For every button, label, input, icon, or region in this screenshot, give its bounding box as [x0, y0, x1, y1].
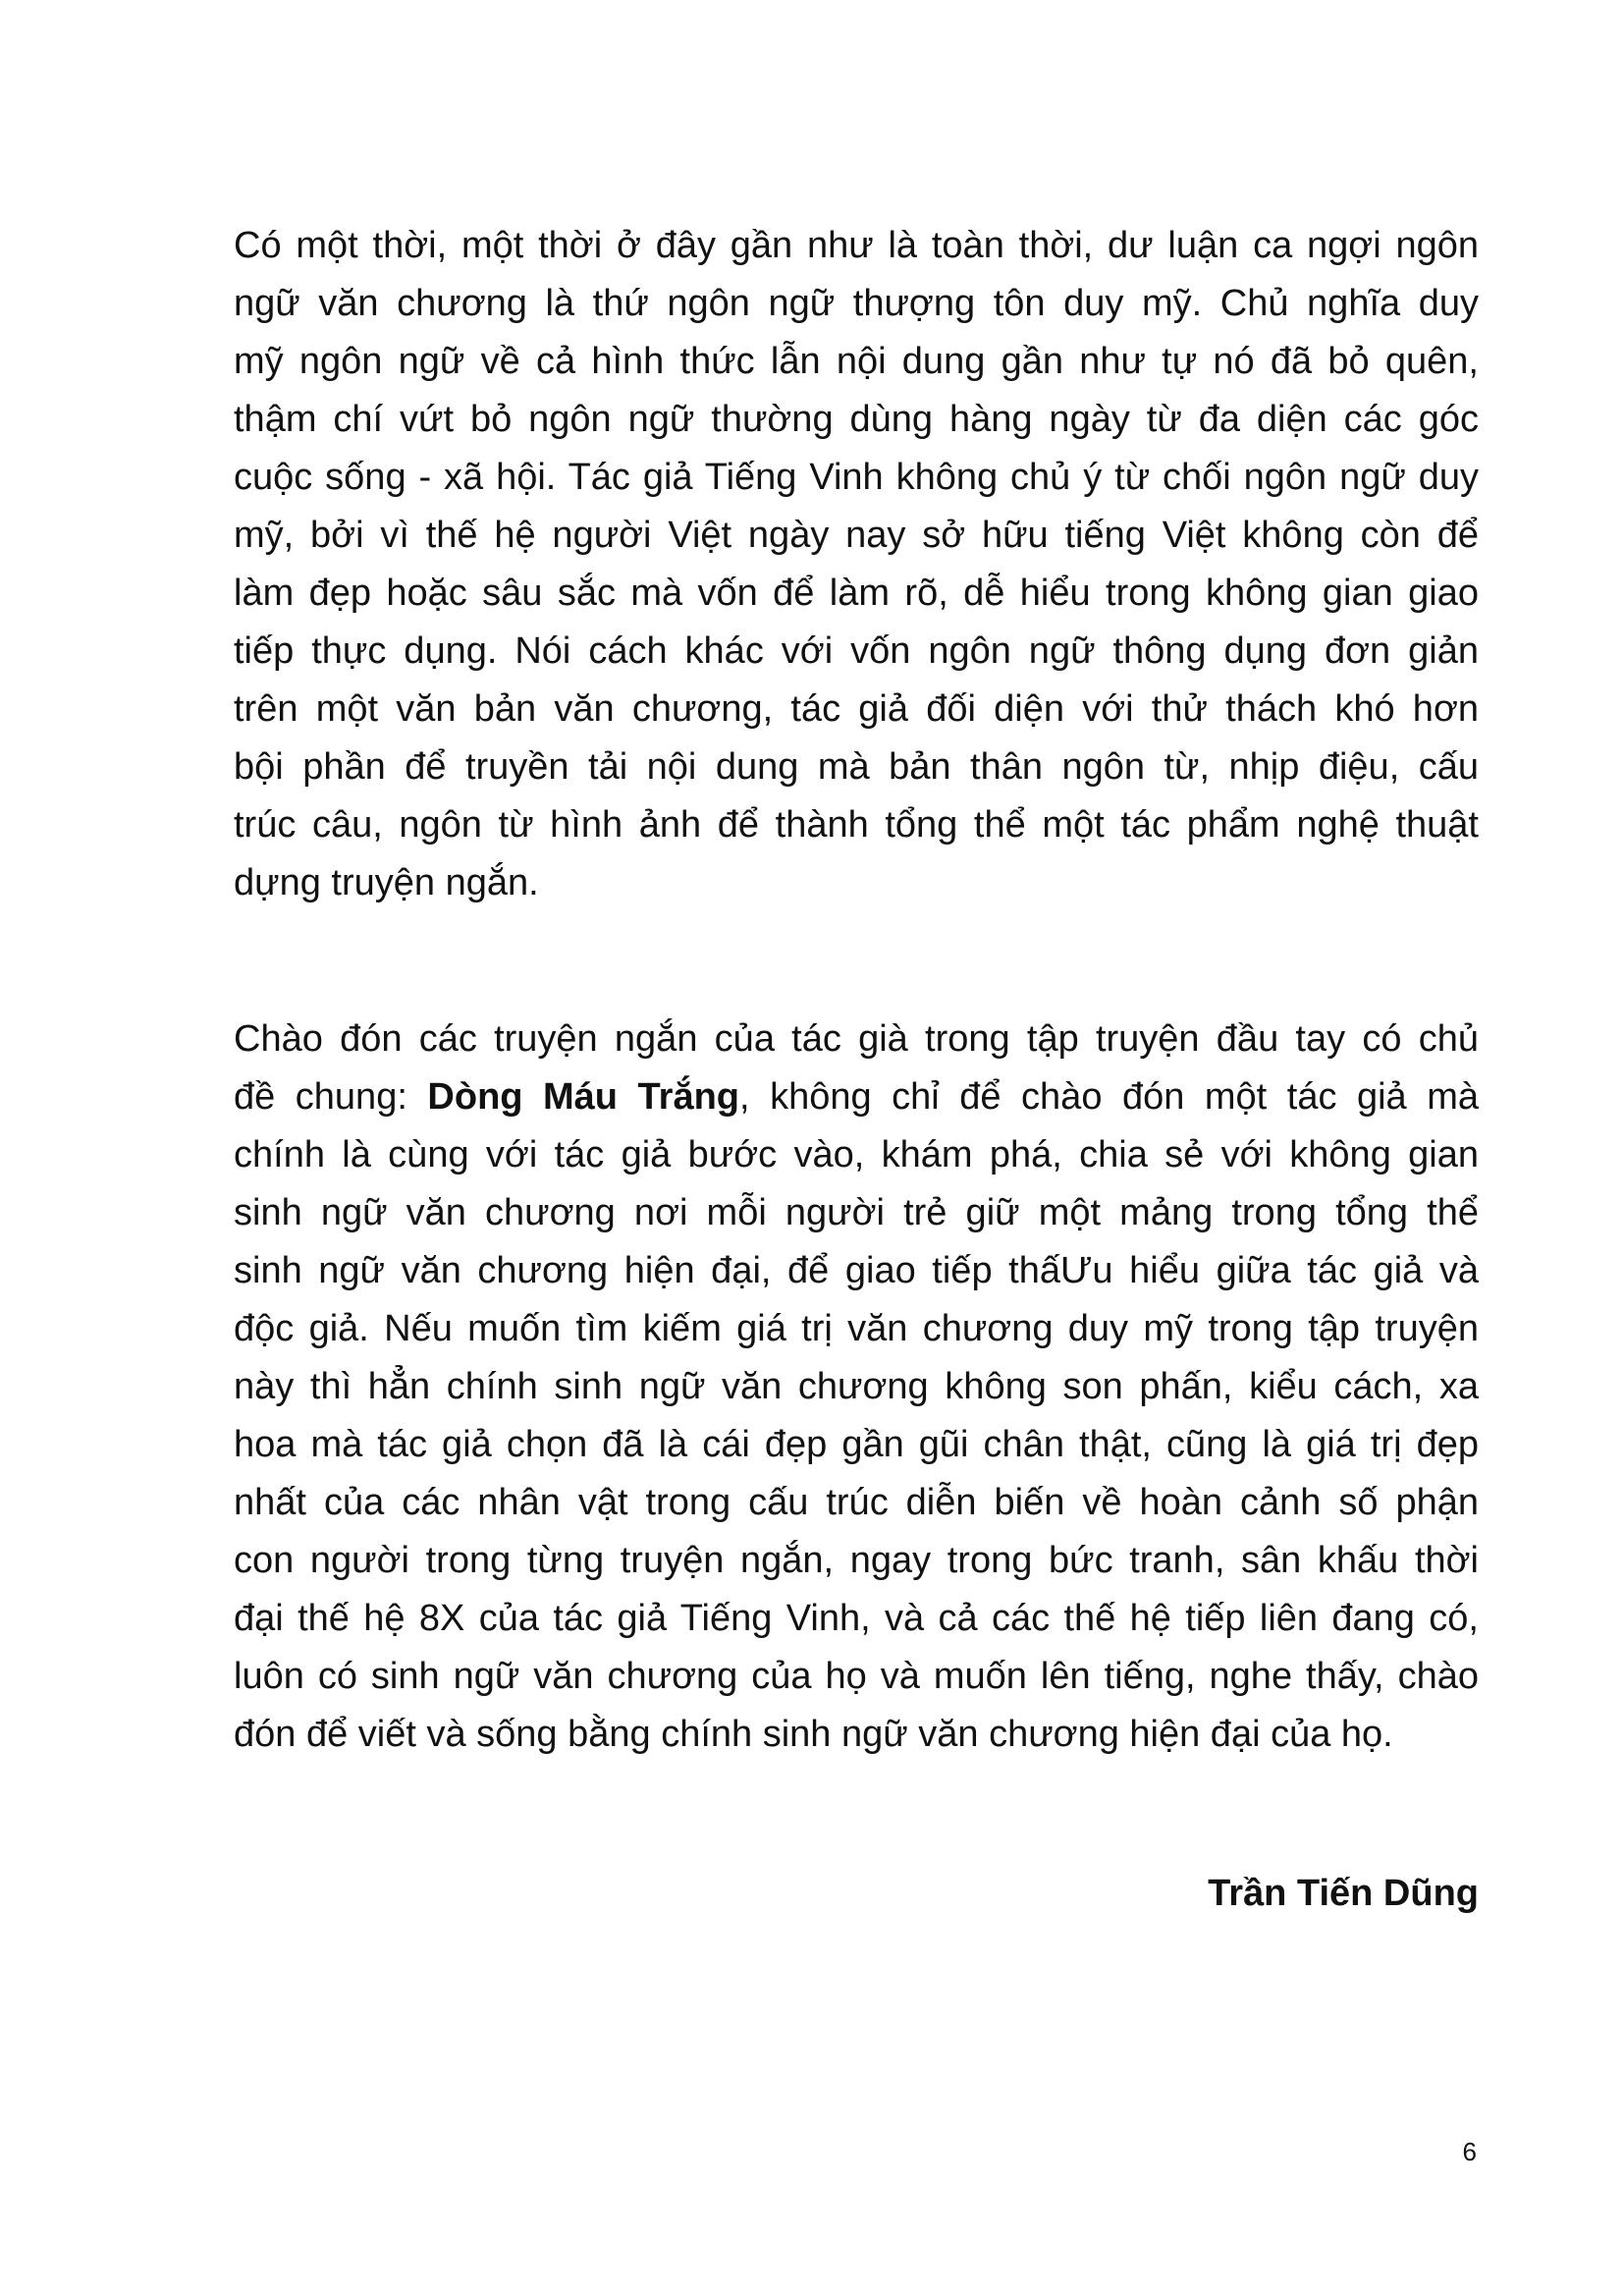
paragraph-2-line: đại thế hệ 8X của tác giả Tiếng Vinh, và cả các thế hệ tiếp liên đang có, [234, 1598, 1479, 1639]
paragraph-2-line: sinh ngữ văn chương hiện đại, để giao tiếp thấƯu hiểu giữa tác giả và [234, 1250, 1479, 1291]
paragraph-2-line: luôn có sinh ngữ văn chương của họ và muốn lên tiếng, nghe thấy, chào [234, 1656, 1479, 1697]
paragraph-1-line: Có một thời, một thời ở đây gần như là toàn thời, dư luận ca ngợi ngôn [234, 225, 1479, 266]
paragraph-2-line: con người trong từng truyện ngắn, ngay trong bức tranh, sân khấu thời [234, 1540, 1479, 1581]
paragraph-2-line: chính là cùng với tác giả bước vào, khám phá, chia sẻ với không gian [234, 1134, 1479, 1175]
paragraph-2-line: nhất của các nhân vật trong cấu trúc diễn biến về hoàn cảnh số phận [234, 1482, 1479, 1523]
paragraph-2-line: hoa mà tác giả chọn đã là cái đẹp gần gũi chân thật, cũng là giá trị đẹp [234, 1424, 1479, 1465]
page-number: 6 [1462, 2137, 1477, 2166]
paragraph-1-line: bội phần để truyền tải nội dung mà bản thân ngôn từ, nhịp điệu, cấu [234, 746, 1479, 788]
paragraph-2-line: này thì hẳn chính sinh ngữ văn chương không son phấn, kiểu cách, xa [234, 1366, 1479, 1407]
author-signature: Trần Tiến Dũng [1208, 1873, 1479, 1914]
paragraph-1-line: mỹ ngôn ngữ về cả hình thức lẫn nội dung gần như tự nó đã bỏ quên, [234, 341, 1479, 382]
paragraph-1-line: dựng truyện ngắn. [234, 862, 539, 903]
paragraph-2-line: sinh ngữ văn chương nơi mỗi người trẻ giữ một mảng trong tổng thể [234, 1192, 1479, 1233]
paragraph-1-line: làm đẹp hoặc sâu sắc mà vốn để làm rõ, dễ hiểu trong không gian giao [234, 573, 1479, 614]
paragraph-2 [234, 1011, 1479, 1764]
paragraph-1-line: ngữ văn chương là thứ ngôn ngữ thượng tôn duy mỹ. Chủ nghĩa duy [234, 283, 1479, 324]
paragraph-1 [234, 217, 1479, 912]
paragraph-1-line: trúc câu, ngôn từ hình ảnh để thành tổng thể một tác phẩm nghệ thuật [234, 804, 1479, 846]
paragraph-1-line: tiếp thực dụng. Nói cách khác với vốn ngôn ngữ thông dụng đơn giản [234, 630, 1479, 672]
paragraph-1-line: mỹ, bởi vì thế hệ người Việt ngày nay sở hữu tiếng Việt không còn để [234, 515, 1479, 556]
paragraph-2-line [234, 1068, 1479, 1126]
paragraph-1-line: cuộc sống - xã hội. Tác giả Tiếng Vinh không chủ ý từ chối ngôn ngữ duy [234, 457, 1479, 498]
paragraph-2-line: độc giả. Nếu muốn tìm kiếm giá trị văn chương duy mỹ trong tập truyện [234, 1308, 1479, 1349]
paragraph-2-line: đón để viết và sống bằng chính sinh ngữ văn chương hiện đại của họ. [234, 1714, 1393, 1755]
paragraph-2-text: đề chung: [234, 1076, 428, 1118]
paragraph-1-line: thậm chí vứt bỏ ngôn ngữ thường dùng hàng ngày từ đa diện các góc [234, 399, 1479, 440]
paragraph-2-line: Chào đón các truyện ngắn của tác già trong tập truyện đầu tay có chủ [234, 1018, 1479, 1060]
book-title: Dòng Máu Trắng [427, 1076, 740, 1118]
paragraph-2-text: , không chỉ để chào đón một tác giả mà [739, 1076, 1480, 1118]
paragraph-1-line: trên một văn bản văn chương, tác giả đối diện với thử thách khó hơn [234, 688, 1479, 730]
